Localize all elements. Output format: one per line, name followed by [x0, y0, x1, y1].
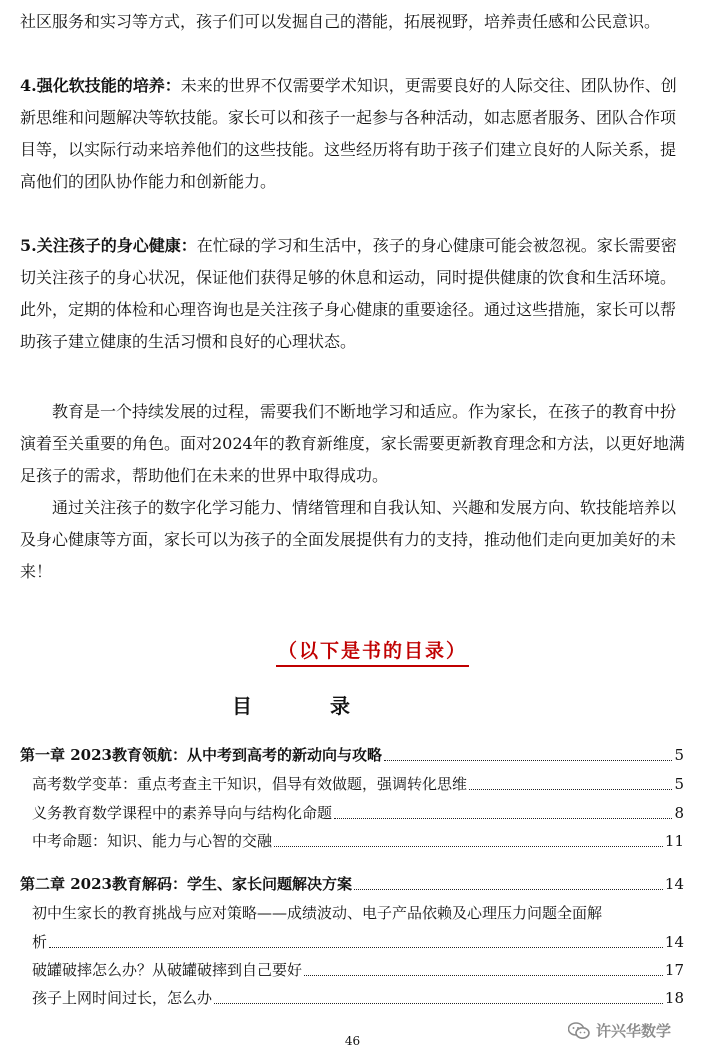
toc-entry-title: 析: [32, 933, 48, 951]
paragraph-intro-tail: 社区服务和实习等方式，孩子们可以发掘自己的潜能，拓展视野，培养责任感和公民意识。: [20, 12, 661, 31]
toc-leader: [469, 789, 672, 790]
toc-entry-title: 义务教育数学课程中的素养导向与结构化命题: [32, 804, 333, 822]
toc-section-2-1-line1[interactable]: [32, 902, 684, 924]
toc-section-1-2[interactable]: [32, 802, 684, 824]
toc-section-1-3[interactable]: [32, 830, 684, 852]
toc-entry-page: 18: [664, 989, 684, 1007]
toc-leader: [384, 760, 672, 761]
toc-entry-title: 中考命题：知识、能力与心智的交融: [32, 832, 273, 850]
toc-entry-title: 高考数学变革：重点考查主干知识，倡导有效做题，强调转化思维: [32, 775, 468, 793]
toc-leader: [214, 1003, 663, 1004]
paragraph-body: 在忙碌的学习和生活中，孩子的身心健康可能会被忽视。家长需要密切关注孩子的身心状况，保证他们获得足够的休息和运动，同时提供健康的饮食和生活环境。此外，定期的体检和心理咨询也是关注孩子身心健康的重要途径。通过这些措施，家长可以帮助孩子建立健康的生活习惯和良好的心理状态。: [20, 236, 677, 351]
toc-chapter-2[interactable]: [20, 873, 684, 895]
paragraph-body: 未来的世界不仅需要学术知识，更需要良好的人际交往、团队协作、创新思维和问题解决等软技能。家长可以和孩子一起参与各种活动，如志愿者服务、团队合作项目等，以实际行动来培养他们的这些技能。这些经历将有助于孩子们建立良好的人际关系，提高他们的团队协作能力和创新能力。: [20, 76, 677, 191]
toc-entry-page: 5: [674, 746, 684, 764]
toc-entry-page: 14: [664, 933, 684, 951]
toc-entry-page: 5: [674, 775, 684, 793]
toc-entry-page: 8: [674, 804, 684, 822]
toc-entry-title: 孩子上网时间过长，怎么办: [32, 989, 213, 1007]
toc-entry-title: 初中生家长的教育挑战与应对策略——成绩波动、电子产品依赖及心理压力问题全面解: [32, 904, 603, 922]
toc-leader: [304, 975, 663, 976]
toc-section-2-2[interactable]: [32, 959, 684, 981]
paragraph-conclusion-1: 教育是一个持续发展的过程，需要我们不断地学习和适应。作为家长，在孩子的教育中扮演着至关重要的角色。面对2024年的教育新维度，家长需要更新教育理念和方法，以更好地满足孩子的需求，帮助他们在未来的世界中取得成功。: [20, 402, 685, 485]
paragraph-conclusion-2: 通过关注孩子的数字化学习能力、情绪管理和自我认知、兴趣和发展方向、软技能培养以及身心健康等方面，家长可以为孩子的全面发展提供有力的支持，推动他们走向更加美好的未来！: [20, 498, 677, 581]
toc-leader: [354, 889, 663, 890]
watermark-text: 许兴华数学: [596, 1022, 672, 1040]
toc-entry-title: 破罐破摔怎么办？从破罐破摔到自己要好: [32, 961, 303, 979]
paragraph-lead: 4.强化软技能的培养：: [20, 76, 181, 95]
toc-entry-page: 17: [664, 961, 684, 979]
toc-leader: [49, 947, 663, 948]
toc-section-2-3[interactable]: [32, 987, 684, 1009]
toc-leader: [334, 818, 672, 819]
toc-leader: [274, 846, 663, 847]
toc-entry-title: 第二章 2023教育解码：学生、家长问题解决方案: [20, 875, 352, 893]
toc-notice: （以下是书的目录）: [0, 636, 705, 663]
toc-entry-page: 14: [664, 875, 684, 893]
page-number: 46: [344, 1034, 361, 1048]
paragraph-lead: 5.关注孩子的身心健康：: [20, 236, 197, 255]
toc-section-2-1-line2[interactable]: [32, 931, 684, 953]
paragraph-health: [20, 230, 688, 358]
wechat-icon: [568, 1022, 590, 1040]
toc-section-1-1[interactable]: [32, 773, 684, 795]
paragraph-soft-skills: [20, 70, 688, 198]
toc-chapter-1[interactable]: [20, 744, 684, 766]
toc-entry-title: 第一章 2023教育领航：从中考到高考的新动向与攻略: [20, 746, 382, 764]
watermark: [568, 1020, 671, 1041]
toc-entry-page: 11: [664, 832, 684, 850]
toc-title: 目录: [232, 694, 428, 718]
